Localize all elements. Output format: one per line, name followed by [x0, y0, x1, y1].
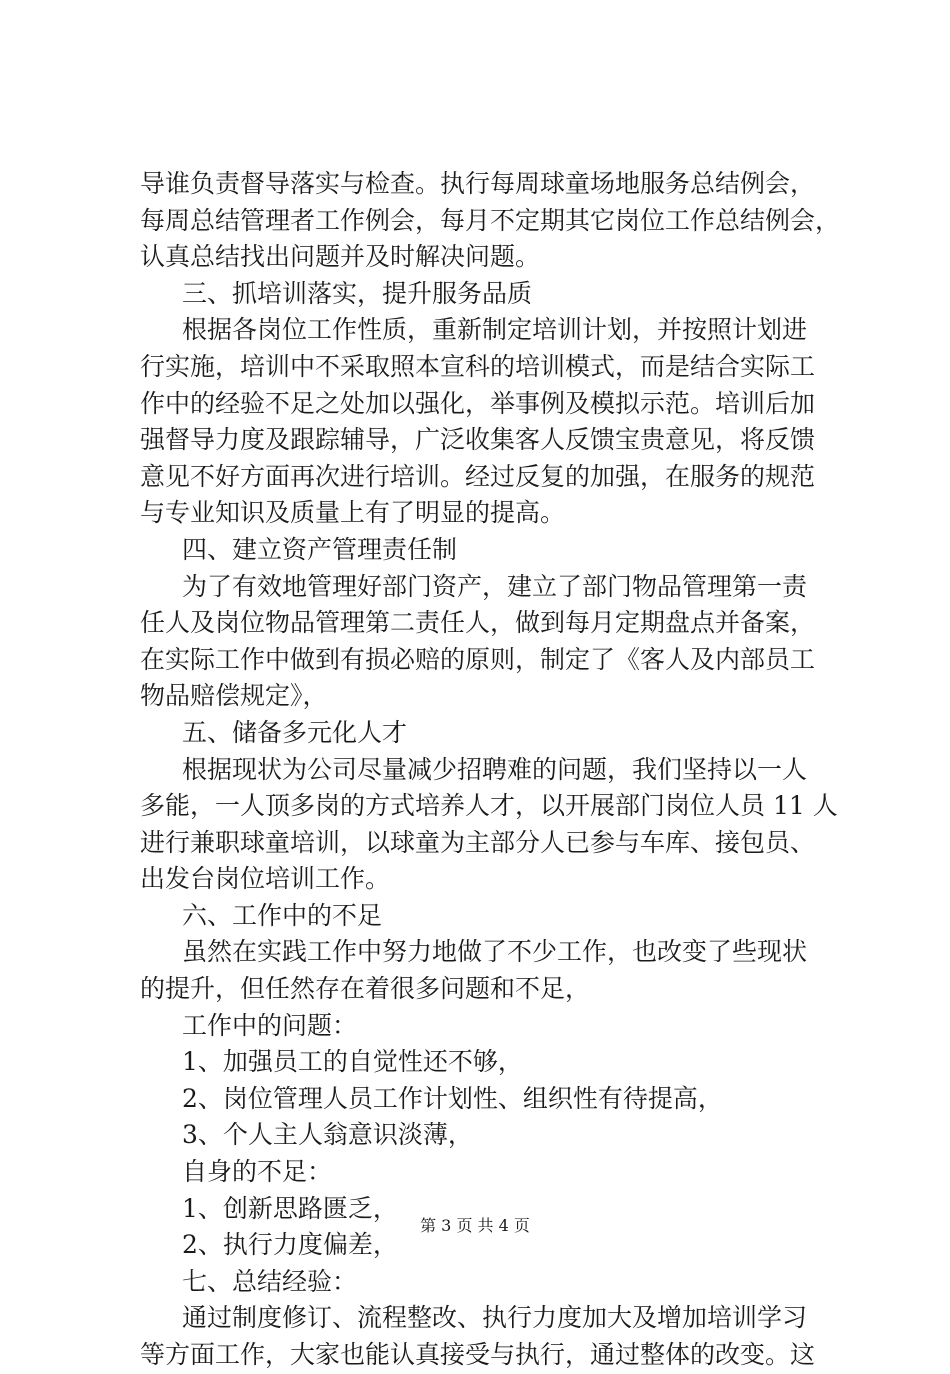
paragraph-line: 为了有效地管理好部门资产，建立了部门物品管理第一责	[182, 571, 808, 601]
paragraph-line: 导谁负责督导落实与检查。执行每周球童场地服务总结例会，	[140, 169, 816, 198]
paragraph-line: 每周总结管理者工作例会，每月不定期其它岗位工作总结例会，	[140, 205, 840, 235]
paragraph-line: 1、创新思路匮乏，	[182, 1193, 398, 1223]
paragraph-line: 工作中的问题：	[182, 1010, 358, 1040]
section-heading: 六、工作中的不足	[182, 900, 383, 930]
paragraph-line: 的提升，但任然存在着很多问题和不足，	[140, 974, 591, 1004]
paragraph-line: 等方面工作，大家也能认真接受与执行，通过整体的改变。这	[140, 1340, 816, 1369]
paragraph-line: 意见不好方面再次进行培训。经过反复的加强，在服务的规范	[140, 461, 816, 491]
paragraph-line: 1、加强员工的自觉性还不够，	[182, 1047, 523, 1077]
section-heading: 三、抓培训落实，提升服务品质	[182, 278, 533, 308]
page-footer: 第 3 页 共 4 页	[420, 1216, 530, 1235]
section-heading: 七、总结经验：	[182, 1266, 358, 1296]
paragraph-line: 多能，一人顶多岗的方式培养人才，以开展部门岗位人员 11 人	[140, 791, 838, 821]
paragraph-line: 通过制度修订、流程整改、执行力度加大及增加培训学习	[182, 1303, 808, 1333]
paragraph-line: 根据现状为公司尽量减少招聘难的问题，我们坚持以一人	[182, 754, 808, 784]
paragraph-line: 与专业知识及质量上有了明显的提高。	[140, 498, 566, 528]
section-heading: 四、建立资产管理责任制	[182, 534, 458, 564]
paragraph-line: 认真总结找出问题并及时解决问题。	[140, 242, 541, 272]
paragraph-line: 自身的不足：	[182, 1157, 333, 1187]
paragraph-line: 2、执行力度偏差，	[182, 1230, 398, 1260]
paragraph-line: 在实际工作中做到有损必赔的原则，制定了《客人及内部员工	[140, 644, 816, 674]
paragraph-line: 物品赔偿规定》，	[140, 681, 328, 711]
paragraph-line: 根据各岗位工作性质，重新制定培训计划，并按照计划进	[182, 315, 808, 345]
paragraph-line: 作中的经验不足之处加以强化，举事例及模拟示范。培训后加	[140, 388, 816, 418]
paragraph-line: 虽然在实践工作中努力地做了不少工作，也改变了些现状	[182, 937, 808, 967]
paragraph-line: 强督导力度及跟踪辅导，广泛收集客人反馈宝贵意见，将反馈	[140, 425, 816, 455]
paragraph-line: 行实施，培训中不采取照本宣科的培训模式，而是结合实际工	[140, 351, 816, 381]
document-body	[140, 166, 840, 1374]
paragraph-line: 进行兼职球童培训，以球童为主部分人已参与车库、接包员、	[140, 827, 816, 857]
section-heading: 五、储备多元化人才	[182, 717, 408, 747]
paragraph-line: 任人及岗位物品管理第二责任人，做到每月定期盘点并备案，	[140, 608, 816, 638]
paragraph-line: 出发台岗位培训工作。	[140, 864, 391, 894]
paragraph-line: 3、个人主人翁意识淡薄，	[182, 1120, 473, 1150]
paragraph-line: 2、岗位管理人员工作计划性、组织性有待提高，	[182, 1083, 723, 1113]
